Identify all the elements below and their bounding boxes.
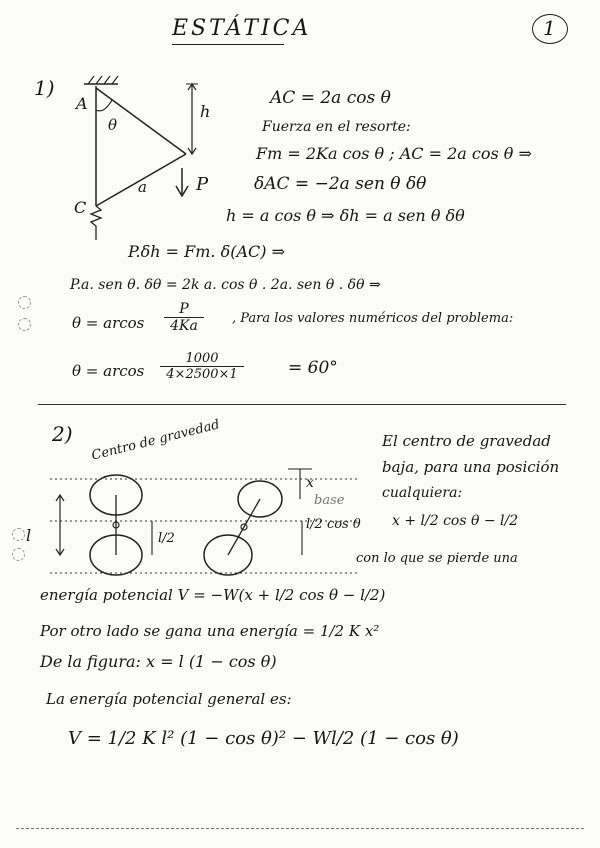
- label-P: P: [196, 174, 209, 195]
- section-divider: [38, 404, 566, 405]
- punch-mark: [18, 318, 31, 331]
- label-half-l: l/2: [158, 531, 175, 546]
- punch-mark: [12, 528, 25, 541]
- label-l: l: [26, 526, 32, 545]
- p2-line-4: x + l/2 cos θ − l/2: [392, 513, 519, 529]
- p2-line-8: De la figura: x = l (1 − cos θ): [40, 652, 277, 671]
- p2-line-10: V = 1/2 K l² (1 − cos θ)² − Wl/2 (1 − cos θ): [68, 728, 459, 749]
- p2-line-6: energía potencial V = −W(x + l/2 cos θ − l/2): [40, 586, 386, 604]
- punch-mark: [18, 296, 31, 309]
- p2-line-7: Por otro lado se gana una energía = 1/2 K x²: [40, 622, 380, 640]
- title-underline: [172, 44, 284, 45]
- page-number: 1: [543, 16, 556, 40]
- label-l-cos: l/2 cos θ: [306, 517, 361, 532]
- p1-line-10: θ = arcos: [72, 362, 145, 380]
- label-base: base: [314, 493, 345, 508]
- p1-line-8: θ = arcos: [72, 314, 145, 332]
- label-a: a: [138, 178, 147, 196]
- p1-line-7: P.a. sen θ. δθ = 2k a. cos θ . 2a. sen θ . δθ ⇒: [70, 277, 381, 293]
- problem-2-number: 2): [52, 422, 73, 446]
- p1-line-6: P.δh = Fm. δ(AC) ⇒: [128, 242, 285, 261]
- p2-line-9: La energía potencial general es:: [46, 690, 292, 708]
- p1-line-2: Fuerza en el resorte:: [262, 119, 411, 135]
- p1-line-9: , Para los valores numéricos del problema:: [232, 311, 514, 326]
- p1-line-1: AC = 2a cos θ: [270, 88, 391, 108]
- punch-mark: [12, 548, 25, 561]
- p1-line-3: Fm = 2Ka cos θ ; AC = 2a cos θ ⇒: [256, 144, 532, 163]
- annotation-centro-gravedad: Centro de gravedad: [90, 417, 222, 464]
- p2-line-3: cualquiera:: [382, 485, 463, 501]
- label-x: x: [306, 475, 314, 491]
- p2-line-5: con lo que se pierde una: [356, 551, 518, 566]
- fraction-2-numerator: 1000: [185, 351, 219, 366]
- footer-line: [16, 828, 584, 829]
- label-theta: θ: [108, 116, 118, 134]
- problem-1-number: 1): [34, 76, 55, 100]
- p2-line-2: baja, para una posición: [382, 458, 560, 476]
- label-h: h: [200, 102, 211, 121]
- fraction-2: [160, 352, 244, 381]
- p2-line-1: El centro de gravedad: [382, 432, 551, 450]
- label-C: C: [74, 198, 87, 217]
- fraction-1: [164, 302, 204, 333]
- fraction-1-denominator: 4Ka: [170, 318, 198, 334]
- label-A: A: [76, 94, 88, 113]
- p1-result: = 60°: [288, 358, 338, 378]
- page-title: ESTÁTICA: [172, 16, 312, 41]
- fraction-1-numerator: P: [179, 301, 189, 317]
- p1-line-4: δAC = −2a sen θ δθ: [254, 174, 427, 194]
- problem-1-diagram: [70, 70, 230, 260]
- p1-line-5: h = a cos θ ⇒ δh = a sen θ δθ: [226, 206, 465, 225]
- fraction-2-denominator: 4×2500×1: [166, 367, 238, 382]
